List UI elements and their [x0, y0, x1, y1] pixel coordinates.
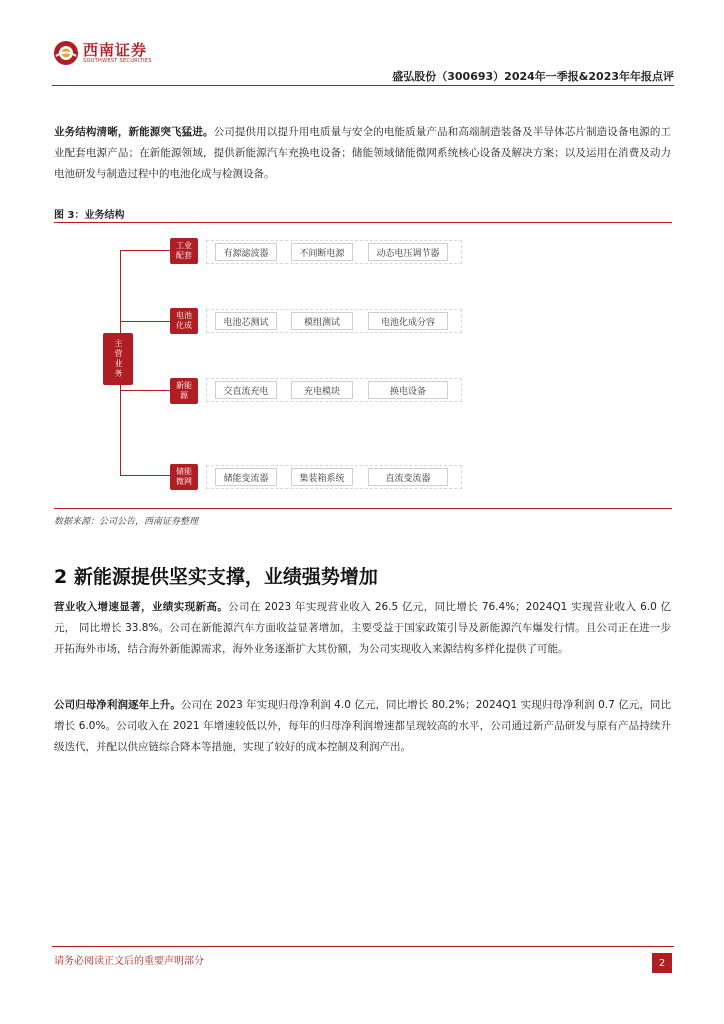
diagram-item: 直流变流器	[368, 468, 448, 486]
business-structure-diagram	[100, 228, 500, 498]
diagram-branch-line	[120, 390, 170, 391]
figure-top-divider	[54, 222, 672, 223]
diagram-item: 不间断电源	[291, 243, 353, 261]
diagram-branch-line	[120, 475, 170, 476]
diagram-group-box	[170, 308, 198, 334]
profit-lead: 公司归母净利润逐年上升。	[54, 699, 181, 711]
company-logo	[53, 40, 152, 66]
report-title: 盛弘股份（300693）2024年一季报&2023年年报点评	[392, 70, 674, 83]
diagram-group-box	[170, 378, 198, 404]
page-number: 2	[652, 953, 672, 973]
diagram-group-label: 储能微网	[176, 467, 192, 486]
revenue-paragraph	[54, 597, 671, 660]
logo-text-cn: 西南证券	[83, 40, 148, 59]
profit-paragraph	[54, 695, 671, 758]
diagram-item: 电池化成分容	[368, 312, 448, 330]
figure-source: 数据来源：公司公告，西南证券整理	[54, 517, 199, 527]
diagram-group-label: 新能源	[176, 381, 192, 400]
diagram-root-label: 主营业务	[114, 339, 123, 379]
diagram-root-box	[103, 333, 133, 385]
diagram-item: 电池芯测试	[215, 312, 277, 330]
intro-lead: 业务结构清晰，新能源突飞猛进。	[54, 126, 214, 138]
footer-divider	[52, 946, 674, 947]
diagram-branch-line	[120, 250, 170, 251]
figure-caption: 图 3：业务结构	[54, 210, 125, 221]
diagram-item: 集装箱系统	[291, 468, 353, 486]
diagram-item: 模组测试	[291, 312, 353, 330]
diagram-item: 充电模块	[291, 381, 353, 399]
header-divider	[52, 85, 674, 86]
logo-emblem-icon	[53, 40, 79, 66]
diagram-group-label: 电池化成	[176, 311, 192, 330]
disclaimer-note: 请务必阅读正文后的重要声明部分	[54, 956, 204, 967]
logo-text-en: SOUTHWEST SECURITIES	[83, 57, 152, 64]
figure-bottom-divider	[54, 508, 672, 509]
diagram-item: 动态电压调节器	[368, 243, 448, 261]
diagram-branch-line	[120, 321, 170, 322]
diagram-group-label: 工业配套	[176, 241, 192, 260]
diagram-item: 储能变流器	[215, 468, 277, 486]
intro-text: 公司提供用以提升用电质量与安全的电能质量产品和高端制造装备及半导体芯片制造设备电源的工业配套电源产品；在新能源领域，提供新能源汽车充换电设备；储能领域储能微网系统核心设备及解决方案；以及运用在消费及动力电池研发与制造过程中的电池化成与检测设备。	[54, 126, 672, 180]
diagram-item: 换电设备	[368, 381, 448, 399]
profit-text: 公司在 2023 年实现归母净利润 4.0 亿元，同比增长 80.2%；2024Q1 实现归母净利润 0.7 亿元，同比增长 6.0%。公司收入在 2021 年增速较低以外，每年的归母净利润增速都呈现较高的水平，公司通过新产品研发与原有产品持续升级迭代，并配以供应链综合降本等措施，实现了较好的成本控制及利润产出。	[54, 699, 672, 753]
diagram-item: 有源滤波器	[215, 243, 277, 261]
section-heading: 2 新能源提供坚实支撑，业绩强势增加	[54, 566, 378, 588]
intro-paragraph	[54, 122, 671, 185]
revenue-lead: 营业收入增速显著，业绩实现新高。	[54, 601, 229, 613]
diagram-group-box	[170, 238, 198, 264]
revenue-text: 公司在 2023 年实现营业收入 26.5 亿元，同比增长 76.4%；2024Q1 实现营业收入 6.0 亿元， 同比增长 33.8%。公司在新能源汽车方面收益显著增加，主要受益于国家政策引导及新能源汽车爆发行情。且公司正在进一步开拓海外市场，结合海外新能源需求，海外业务逐渐扩大其份额，为公司实现收入来源结构多样化提供了可能。	[54, 601, 671, 655]
diagram-item: 交直流充电	[215, 381, 277, 399]
diagram-group-box	[170, 464, 198, 490]
